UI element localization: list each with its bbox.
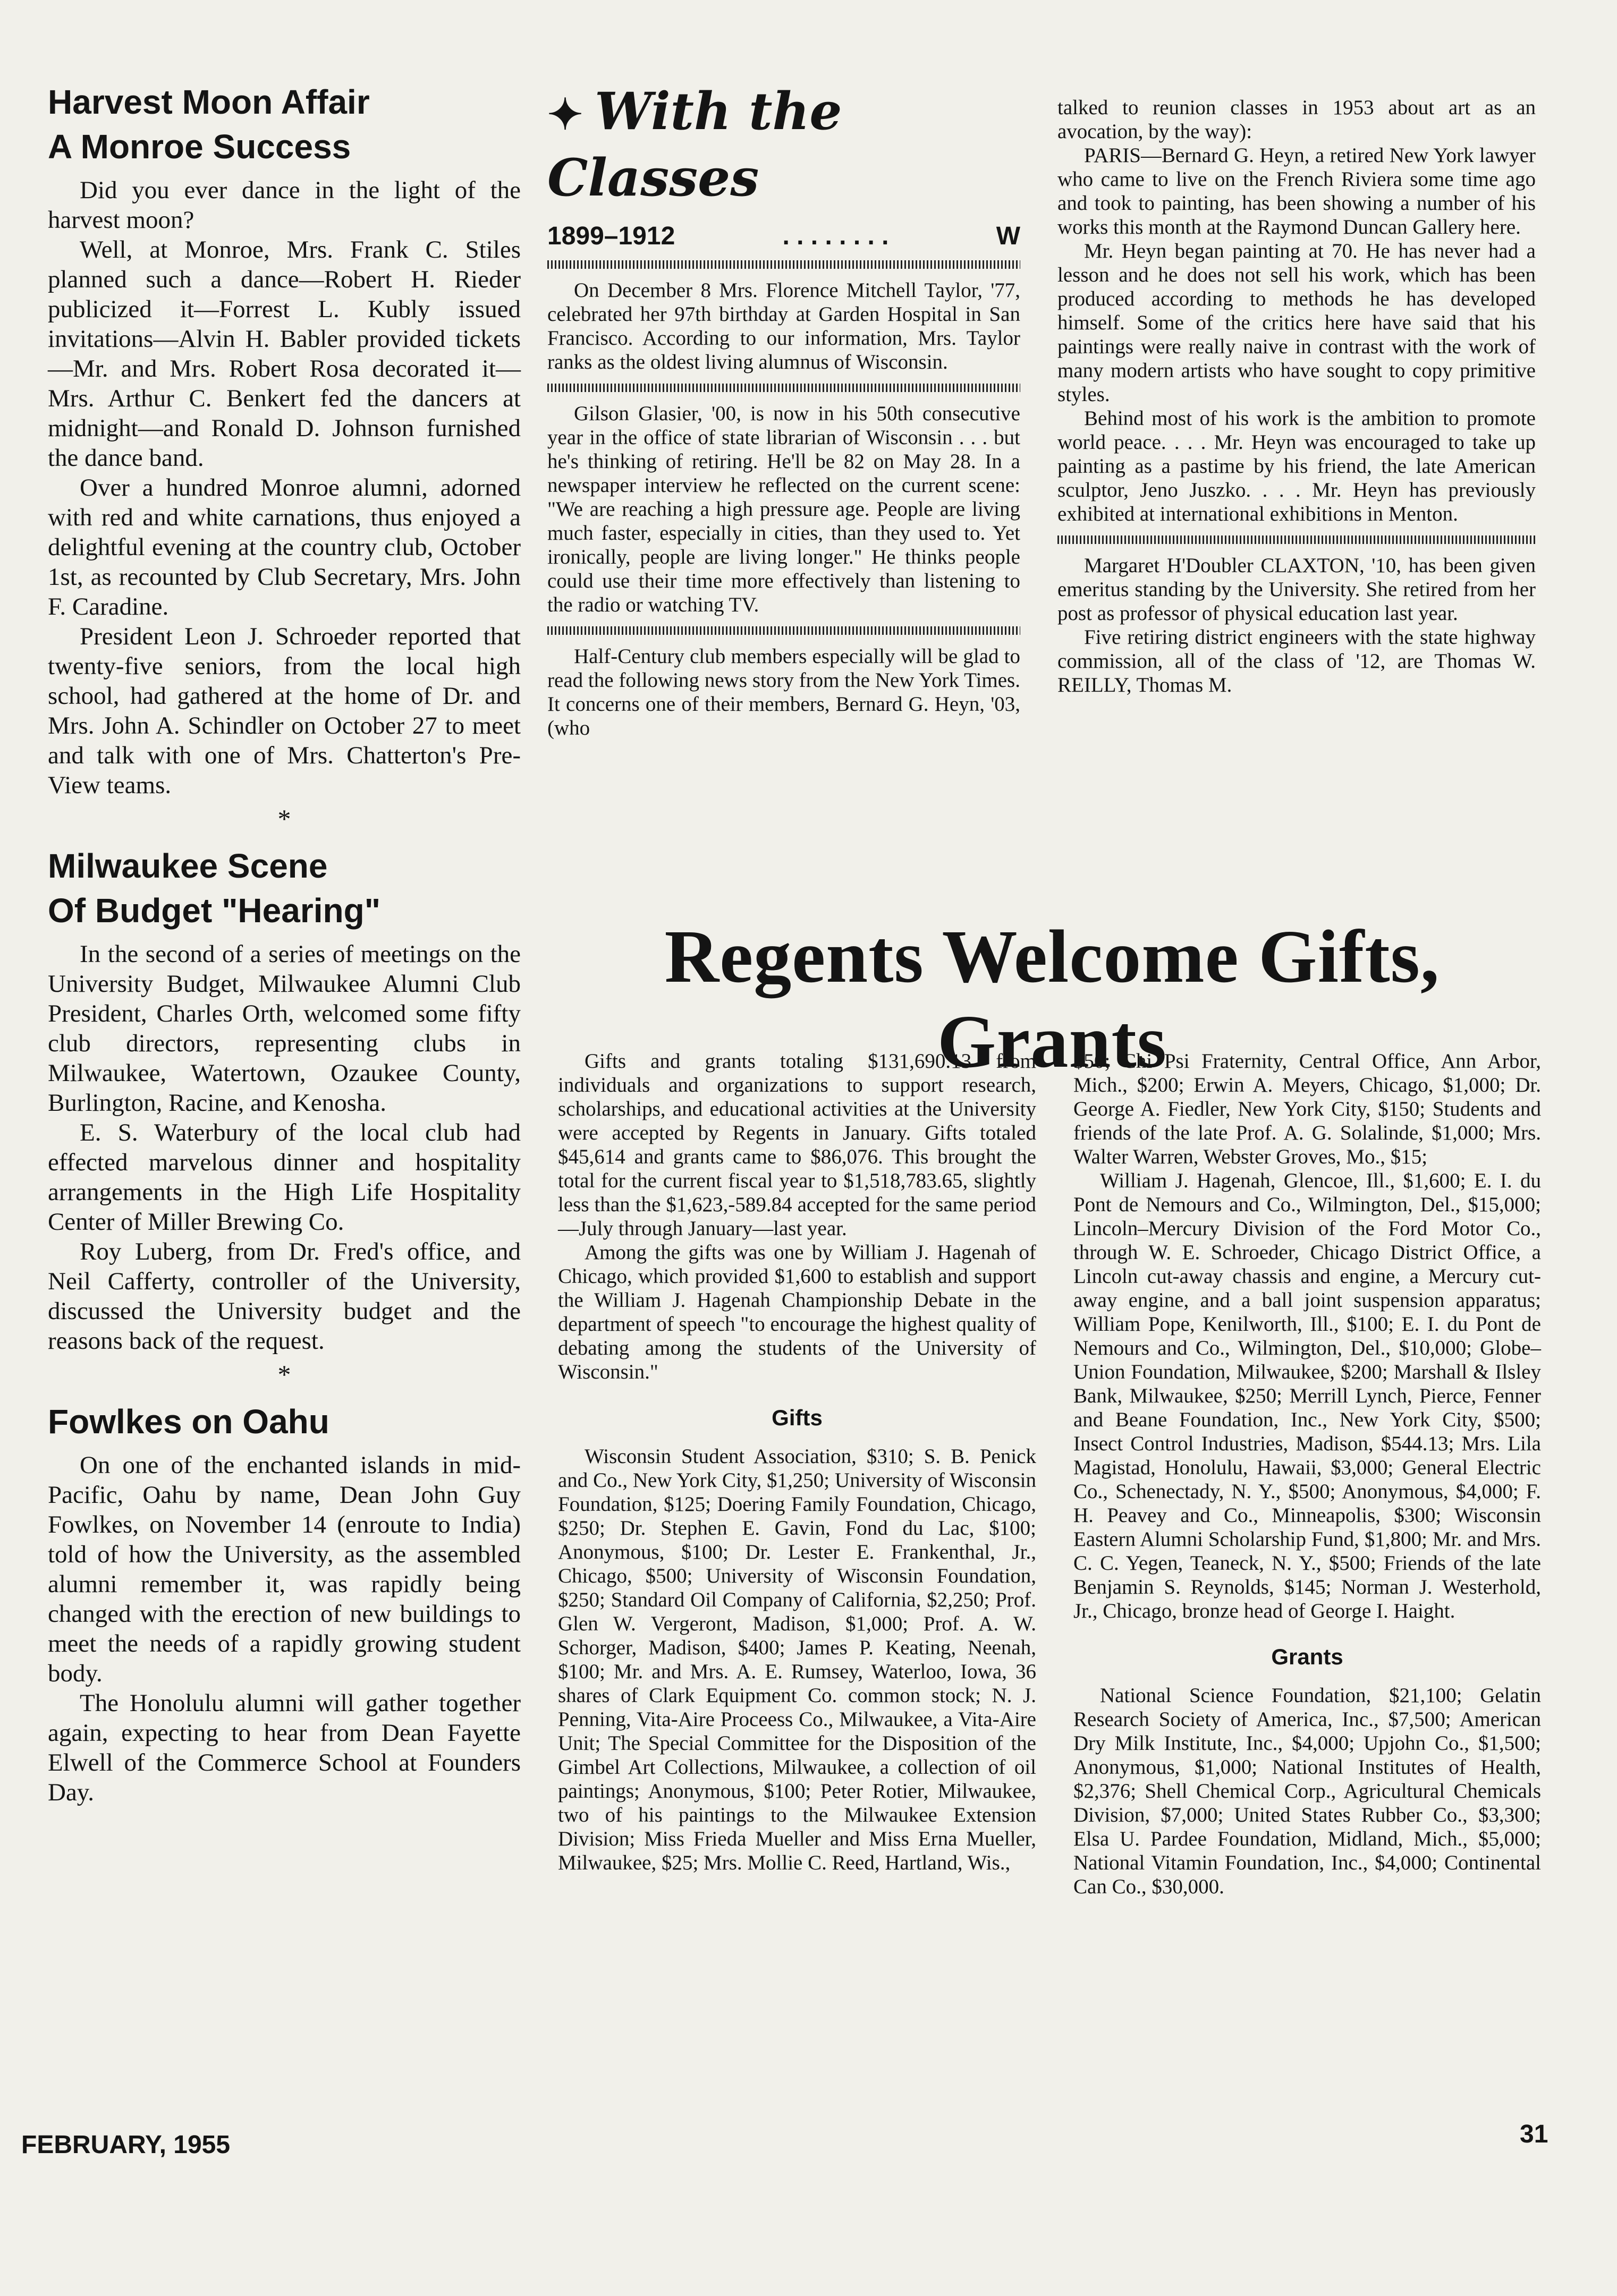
gifts-list: Wisconsin Student Association, $310; S. B. Penick and Co., New York City, $1,250; University of Wisconsin Foundation, $125; Doering Family Foundation, Chicago, $250; Dr. Stephen E. Gavin, Fond du Lac, $100; Anonymous, $100; Dr. Lester E. Frankenthal, Jr., Chicago, $500; University of Wisconsin Foundation, $250; Standard Oil Company of California, $2,250; Prof. Glen W. Vergeront, Madison, $1,000; Prof. A. W. Schorger, Madison, $400; James P. Keating, Neenah, $100; Mr. and Mrs. A. E. Rumsey, Waterloo, Iowa, 36 shares of Clark Equipment Co. common stock; N. J. Penning, Vita-Aire Proceess Co., Milwaukee, a Vita-Aire Unit; The Special Committee for the Disposition of the Gimbel Art Collections, Milwaukee, a collection of oil paintings; Anonymous, $100; Peter Rotier, Milwaukee, two of his paintings to the Milwaukee Extension Division; Miss Frieda Mueller and Miss Erna Mueller, Milwaukee, $25; Mrs. Mollie C. Reed, Hartland, Wis., (558, 1445, 1036, 1874)
left-column (48, 80, 521, 1807)
harvest-headline (48, 80, 521, 169)
classes-p3: Half-Century club members especially will be glad to read the following news story from the New York Times. It concerns one of their members, Bernard G. Heyn, '03, (who (547, 645, 1020, 739)
era-label: 1899–1912 (547, 222, 675, 250)
harvest-title-line1: Harvest Moon Affair (48, 83, 370, 121)
milwaukee-p2: E. S. Waterbury of the local club had effected marvelous dinner and hospitality arrangements in the High Life Hospitality Center of Miller Brewing Co. (48, 1119, 521, 1236)
milwaukee-title-line2: Of Budget "Hearing" (48, 891, 381, 930)
section-separator: * (277, 1359, 291, 1389)
classes-r6: Five retiring district engineers with the state highway commission, all of the class of '12, are Thomas W. REILLY, Thomas M. (1057, 626, 1536, 696)
section-separator: * (277, 804, 291, 834)
fowlkes-p1: On one of the enchanted islands in mid-Pacific, Oahu by name, Dean John Guy Fowlkes, on November 14 (enroute to India) told of how the University, as the assembled alumni remember it, was rapidly being changed with the erection of new buildings to meet the needs of a rapidly growing student body. (48, 1451, 521, 1687)
classes-column-right (1057, 96, 1536, 697)
issue-date: FEBRUARY, 1955 (21, 2131, 231, 2159)
harvest-p2: Well, at Monroe, Mrs. Frank C. Stiles planned such a dance—Robert H. Rieder publicized it—Forrest L. Kubly issued invitations—Alvin H. Babler provided tickets—Mr. and Mrs. Robert Rosa decorated it—Mrs. Arthur C. Benkert fed the dancers at midnight—and Ronald D. Johnson furnished the dance band. (48, 236, 521, 472)
harvest-title-line2: A Monroe Success (48, 127, 351, 166)
page-number: 31 (1520, 2120, 1548, 2148)
classes-p1: On December 8 Mrs. Florence Mitchell Taylor, '77, celebrated her 97th birthday at Garden Hospital in San Francisco. According to our information, Mrs. Taylor ranks as the oldest living alumnus of Wisconsin. (547, 279, 1020, 373)
era-header (547, 222, 1020, 251)
milwaukee-headline (48, 844, 521, 933)
fowlkes-p2: The Honolulu alumni will gather together again, expecting to hear from Dean Fayette Elwell of the Commerce School at Founders Day. (48, 1689, 521, 1806)
classes-r4: Behind most of his work is the ambition to promote world peace. . . . Mr. Heyn was encouraged to take up painting as a pastime by his friend, the late American sculptor, Jeno Juszko. . . . Mr. Heyn has previously exhibited at international exhibitions in Menton. (1057, 407, 1536, 525)
classes-r2: PARIS—Bernard G. Heyn, a retired New York lawyer who came to live on the French Riviera some time ago and took to painting, has been showing a number of his works this month at the Raymond Duncan Gallery here. (1057, 144, 1536, 239)
star-icon: ✦ (547, 89, 583, 139)
era-dots: . . . . . . . . (782, 222, 889, 250)
divider (547, 384, 1020, 392)
era-letter: W (996, 222, 1020, 250)
classes-p2: Gilson Glasier, '00, is now in his 50th consecutive year in the office of state librarian of Wisconsin . . . but he's thinking of retiring. He'll be 82 on May 28. In a newspaper interview he reflected on the current scene: "We are reaching a high pressure age. People are living much faster, especially in cities, than they used to. Yet ironically, people are living longer." He thinks people could use their time more effectively than listening to the radio or watching TV. (547, 402, 1020, 616)
classes-r1: talked to reunion classes in 1953 about art as an avocation, by the way): (1057, 96, 1536, 143)
gifts-heading: Gifts (772, 1405, 823, 1430)
classes-r5: Margaret H'Doubler CLAXTON, '10, has been given emeritus standing by the University. She retired from her post as professor of physical education last year. (1057, 554, 1536, 625)
classes-column-left (547, 80, 1020, 740)
harvest-p1: Did you ever dance in the light of the harvest moon? (48, 176, 521, 234)
classes-title: With the Classes (547, 81, 842, 208)
classes-heading (547, 80, 1020, 210)
milwaukee-title-line1: Milwaukee Scene (48, 847, 328, 885)
gifts-continued: $50; Chi Psi Fraternity, Central Office, Ann Arbor, Mich., $200; Erwin A. Meyers, Chicago, $1,000; Dr. George A. Fiedler, New York City, $150; Students and friends of the late Prof. A. G. Solalinde, $1,000; Mrs. Walter Warren, Webster Groves, Mo., $15; (1073, 1050, 1541, 1168)
grants-heading: Grants (1271, 1644, 1343, 1669)
gifts-continued-2: William J. Hagenah, Glencoe, Ill., $1,600; E. I. du Pont de Nemours and Co., Wilmington, Del., $15,000; Lincoln–Mercury Division of the Ford Motor Co., through W. E. Schroeder, Chicago District Office, a Lincoln cut-away chassis and engine, a Mercury cut-away engine, and a ball joint suspension apparatus; William Pope, Kenilworth, Ill., $100; E. I. du Pont de Nemours and Co., Wilmington, Del., $10,000; Globe–Union Foundation, Milwaukee, $200; Marshall & Ilsley Bank, Milwaukee, $250; Merrill Lynch, Pierce, Fenner and Beane Foundation, Inc., New York City, $500; Insect Control Industries, Madison, $544.13; Mrs. Lila Magistad, Honolulu, Hawaii, $3,000; General Electric Co., Schenectady, N. Y., $500; Anonymous, $4,000; F. H. Peavey and Co., Minneapolis, $300; Wisconsin Eastern Alumni Scholarship Fund, $1,800; Mr. and Mrs. C. C. Yegen, Teaneck, N. Y., $500; Friends of the late Benjamin S. Reynolds, $145; Norman J. Westerhold, Jr., Chicago, bronze head of George I. Haight. (1073, 1169, 1541, 1622)
milwaukee-p1: In the second of a series of meetings on the University Budget, Milwaukee Alumni Club President, Charles Orth, welcomed some fifty club directors, representing clubs in Milwaukee, Watertown, Ozaukee County, Burlington, Racine, and Kenosha. (48, 940, 521, 1117)
regents-column-right (1073, 1049, 1541, 1899)
regents-headline: Regents Welcome Gifts, Grants (664, 914, 1440, 1083)
regents-p2: Among the gifts was one by William J. Hagenah of Chicago, which provided $1,600 to establish and support the William J. Hagenah Championship Debate in the department of speech "to encourage the highest quality of debating among the students of the University of Wisconsin." (558, 1241, 1036, 1383)
milwaukee-p3: Roy Luberg, from Dr. Fred's office, and Neil Cafferty, controller of the University, discussed the University budget and the reasons back of the request. (48, 1238, 521, 1355)
regents-p1: Gifts and grants totaling $131,690.13 from individuals and organizations to support research, scholarships, and educational activities at the University were accepted by Regents in January. Gifts totaled $45,614 and grants came to $86,076. This brought the total for the current fiscal year to $1,518,783.65, slightly less than the $1,623,-589.84 accepted for the same period—July through January—last year. (558, 1050, 1036, 1240)
divider (547, 626, 1020, 635)
classes-r3: Mr. Heyn began painting at 70. He has never had a lesson and he does not sell his work, which has been produced according to methods he has developed himself. Some of the critics here have said that his paintings were really naive in contrast with the work of many modern artists who have sought to copy primitive styles. (1057, 240, 1536, 406)
harvest-p4: President Leon J. Schroeder reported that twenty-five seniors, from the local high school, had gathered at the home of Dr. and Mrs. John A. Schindler on October 27 to meet and talk with one of Mrs. Chatterton's Pre-View teams. (48, 623, 521, 799)
regents-column-left (558, 1049, 1036, 1875)
divider (1057, 535, 1536, 544)
divider (547, 260, 1020, 269)
fowlkes-headline: Fowlkes on Oahu (48, 1402, 329, 1441)
grants-list: National Science Foundation, $21,100; Gelatin Research Society of America, Inc., $7,500; American Dry Milk Institute, Inc., $4,000; Upjohn Co., $1,500; Anonymous, $1,000; National Institutes of Health, $2,376; Shell Chemical Corp., Agricultural Chemicals Division, $7,000; United States Rubber Co., $3,300; Elsa U. Pardee Foundation, Midland, Mich., $5,000; National Vitamin Foundation, Inc., $4,000; Continental Can Co., $30,000. (1073, 1684, 1541, 1898)
harvest-p3: Over a hundred Monroe alumni, adorned with red and white carnations, thus enjoyed a delightful evening at the country club, October 1st, as recounted by Club Secretary, Mrs. John F. Caradine. (48, 474, 521, 620)
